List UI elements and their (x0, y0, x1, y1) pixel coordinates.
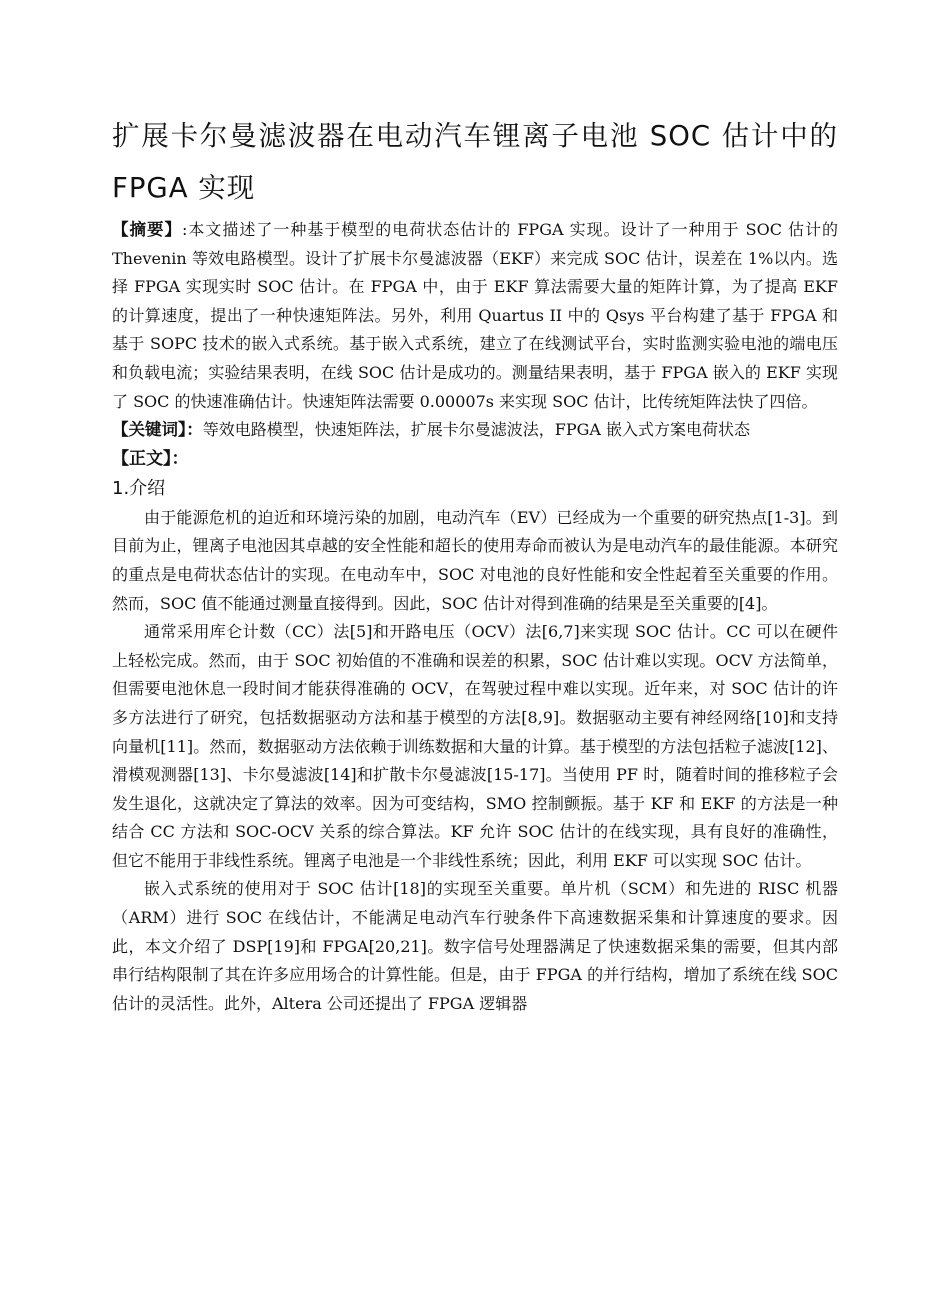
abstract-label: 【摘要】 (112, 220, 182, 239)
body-paragraph: 由于能源危机的迫近和环境污染的加剧，电动汽车（EV）已经成为一个重要的研究热点[1-3]。到目前为止，锂离子电池因其卓越的安全性能和超长的使用寿命而被认为是电动汽车的最佳能源。本研究的重点是电荷状态估计的实现。在电动车中，SOC 对电池的良好性能和安全性起着至关重要的作用。然而，SOC 值不能通过测量直接得到。因此，SOC 估计对得到准确的结果是至关重要的[4]。 (112, 507, 838, 613)
body-label: 【正文】： (112, 448, 189, 469)
keywords-text: 等效电路模型，快速矩阵法，扩展卡尔曼滤波法，FPGA 嵌入式方案电荷状态 (202, 420, 751, 440)
abstract-text: :本文描述了一种基于模型的电荷状态估计的 FPGA 实现。设计了一种用于 SOC 估计的 Thevenin 等效电路模型。设计了扩展卡尔曼滤波器（EKF）来完成 SOC 估计，误差在 1%以内。选择 FPGA 实现实时 SOC 估计。在 FPGA 中，由于 EKF 算法需要大量的矩阵计算，为了提高 EKF 的计算速度，提出了一种快速矩阵法。另外，利用 Quartus II 中的 Qsys 平台构建了基于 FPGA 和基于 SOPC 技术的嵌入式系统。基于嵌入式系统，建立了在线测试平台，实时监测实验电池的端电压和负载电流；实验结果表明，在线 SOC 估计是成功的。测量结果表明，基于 FPGA 嵌入的 EKF 实现了 SOC 的快速准确估计。快速矩阵法需要 0.00007s 来实现 SOC 估计，比传统矩阵法快了四倍。 (112, 220, 839, 411)
body-paragraph: 通常采用库仑计数（CC）法[5]和开路电压（OCV）法[6,7]来实现 SOC 估计。CC 可以在硬件上轻松完成。然而，由于 SOC 初始值的不准确和误差的积累，SOC 估计难以实现。OCV 方法简单，但需要电池休息一段时间才能获得准确的 OCV，在驾驶过程中难以实现。近年来，对 SOC 估计的许多方法进行了研究，包括数据驱动方法和基于模型的方法[8,9]。数据驱动主要有神经网络[10]和支持向量机[11]。然而，数据驱动方法依赖于训练数据和大量的计算。基于模型的方法包括粒子滤波[12]、滑模观测器[13]、卡尔曼滤波[14]和扩散卡尔曼滤波[15-17]。当使用 PF 时，随着时间的推移粒子会发生退化，这就决定了算法的效率。因为可变结构，SMO 控制颤振。基于 KF 和 EKF 的方法是一种结合 CC 方法和 SOC-OCV 关系的综合算法。KF 允许 SOC 估计的在线实现，具有良好的准确性，但它不能用于非线性系统。锂离子电池是一个非线性系统；因此，利用 EKF 可以实现 SOC 估计。 (112, 622, 838, 870)
section-heading-introduction: 1.介绍 (112, 477, 166, 499)
paper-title: 扩展卡尔曼滤波器在电动汽车锂离子电池 SOC 估计中的 FPGA 实现 (112, 120, 838, 204)
abstract (112, 216, 838, 416)
body-paragraph: 嵌入式系统的使用对于 SOC 估计[18]的实现至关重要。单片机（SCM）和先进的 RISC 机器（ARM）进行 SOC 在线估计，不能满足电动汽车行驶条件下高速数据采集和计算速度的要求。因此，本文介绍了 DSP[19]和 FPGA[20,21]。数字信号处理器满足了快速数据采集的需要，但其内部串行结构限制了其在许多应用场合的计算性能。但是，由于 FPGA 的并行结构，增加了系统在线 SOC 估计的灵活性。此外，Altera 公司还提出了 FPGA 逻辑器 (112, 879, 838, 1013)
document-page (112, 110, 838, 1018)
keywords (112, 416, 838, 445)
keywords-label: 【关键词】： (112, 420, 203, 440)
